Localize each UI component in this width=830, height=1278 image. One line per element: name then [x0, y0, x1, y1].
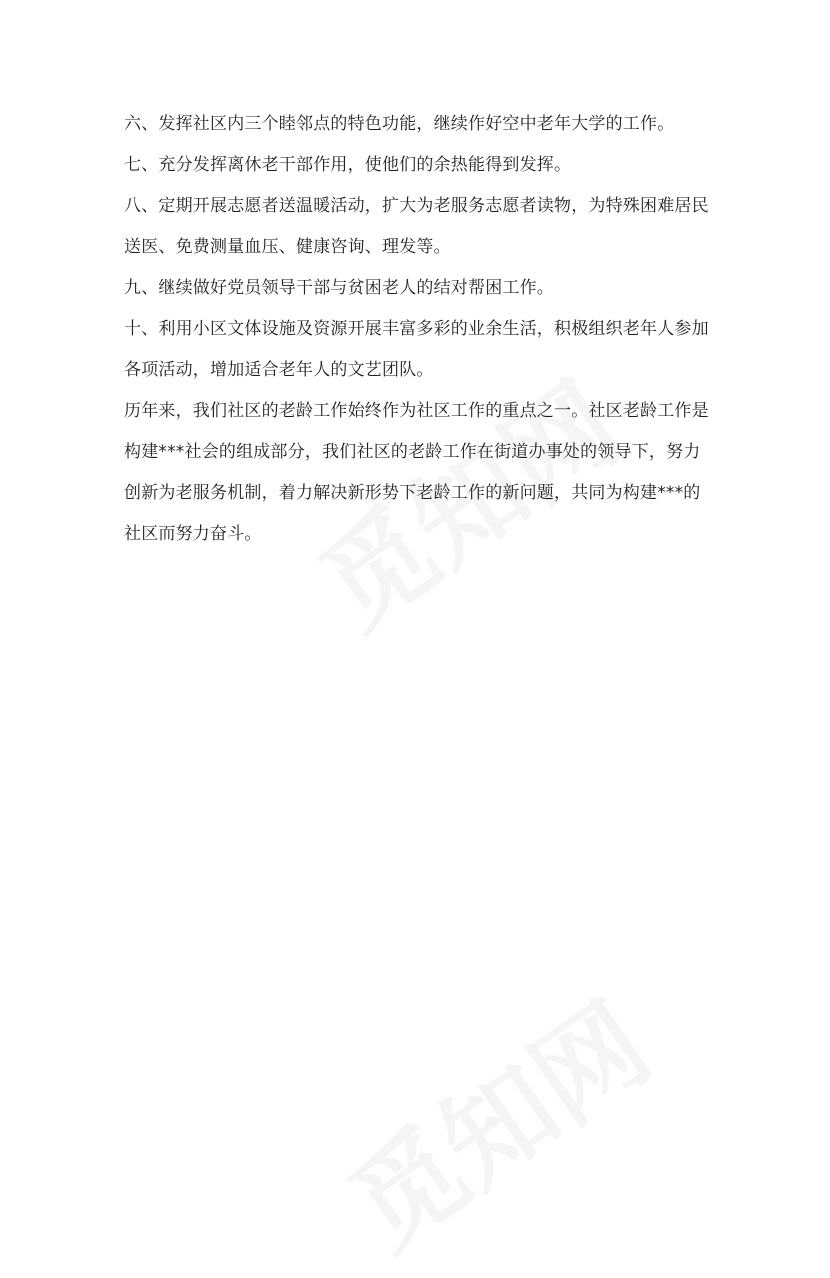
paragraph-item-8: 八、定期开展志愿者送温暖活动，扩大为老服务志愿者读物，为特殊困难居民送医、免费测量血压、健康咨询、理发等。	[124, 196, 709, 257]
paragraph-item-10: 十、利用小区文体设施及资源开展丰富多彩的业余生活，积极组织老年人参加各项活动，增加适合老年人的文艺团队。	[124, 319, 709, 380]
watermark-text-bottom	[315, 960, 676, 1278]
paragraph-conclusion: 历年来，我们社区的老龄工作始终作为社区工作的重点之一。社区老龄工作是构建***社会的组成部分，我们社区的老龄工作在街道办事处的领导下，努力创新为老服务机制，着力解决新形势下老龄工作的新问题，共同为构建***的社区而努力奋斗。	[124, 401, 709, 544]
paragraph-item-7: 七、充分发挥离休老干部作用，使他们的余热能得到发挥。	[124, 155, 572, 175]
document-body	[124, 104, 714, 555]
paragraph-item-9: 九、继续做好党员领导干部与贫困老人的结对帮困工作。	[124, 278, 554, 298]
paragraph-item-6: 六、发挥社区内三个睦邻点的特色功能，继续作好空中老年大学的工作。	[124, 114, 675, 134]
